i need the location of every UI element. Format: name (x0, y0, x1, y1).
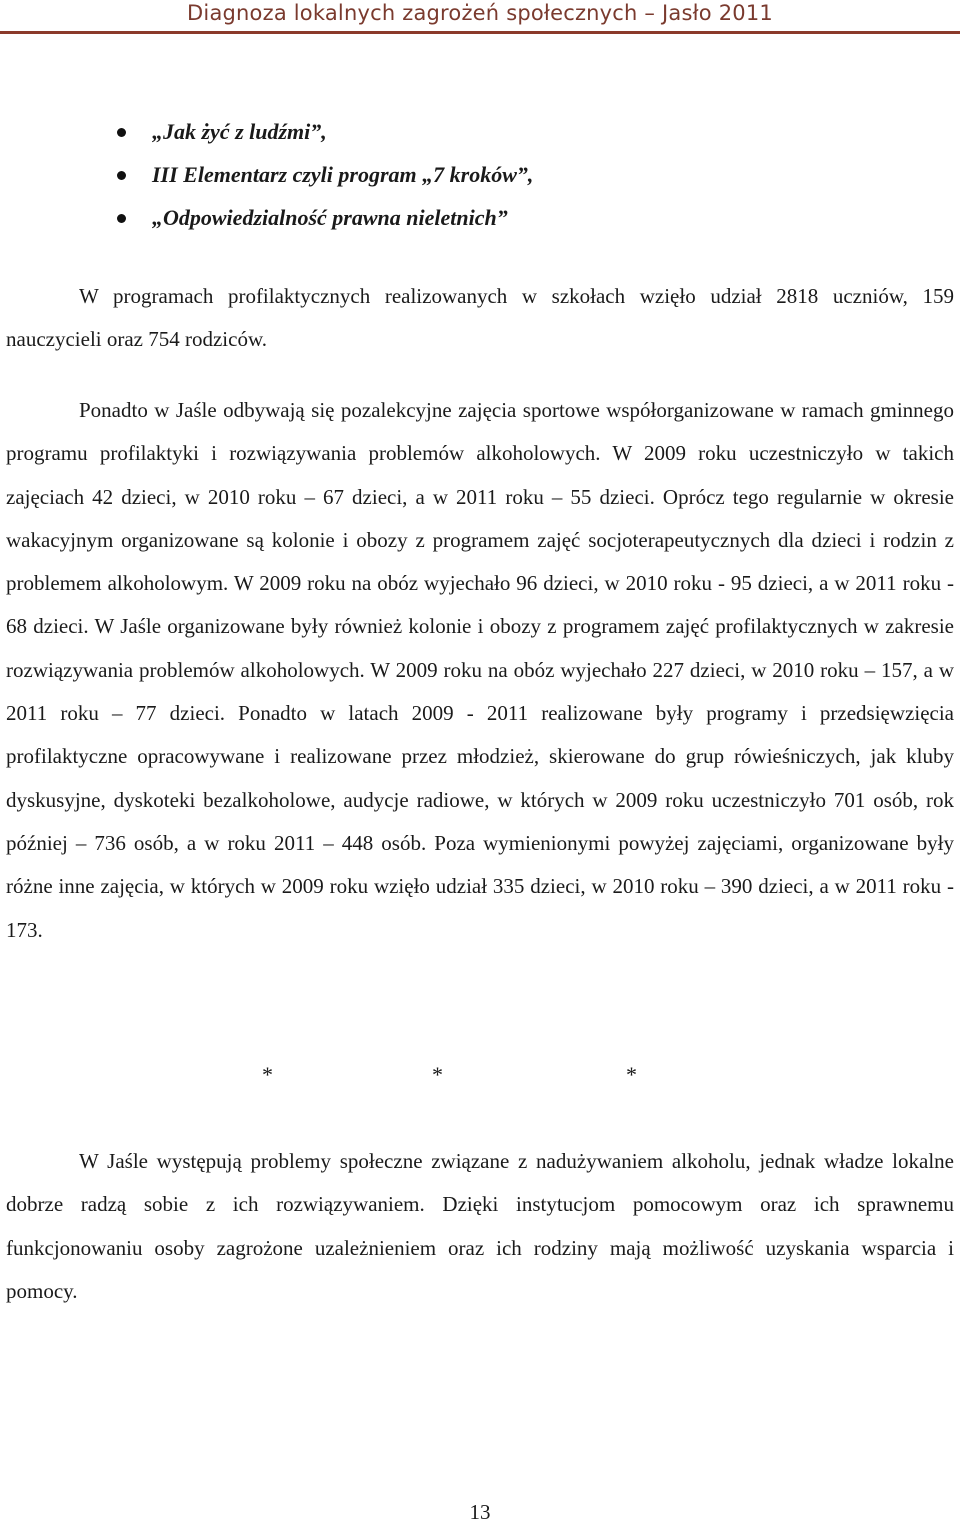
list-item (0, 157, 960, 200)
list-item (0, 200, 960, 243)
list-item-text: III Elementarz czyli program „7 kroków”, (152, 162, 534, 187)
asterisk: * (432, 1062, 443, 1087)
bullet-icon (117, 171, 126, 180)
list-item (0, 114, 960, 157)
running-header: Diagnoza lokalnych zagrożeń społecznych – Jasło 2011 (187, 1, 773, 25)
asterisk: * (262, 1062, 273, 1087)
list-item-text: „Odpowiedzialność prawna nieletnich” (152, 205, 508, 230)
page-number: 13 (469, 1500, 491, 1524)
program-list (0, 114, 960, 243)
asterisk: * (626, 1062, 637, 1087)
header-rule (0, 31, 960, 34)
paragraph-conclusion: W Jaśle występują problemy społeczne związane z nadużywaniem alkoholu, jednak władze lokalne dobrze radzą sobie z ich rozwiązywaniem. Dzięki instytucjom pomocowym oraz ich sprawnemu funkcjonowaniu osoby zagrożone uzależnieniem oraz ich rodziny mają możliwość uzyskania wsparcia i pomocy. (6, 1149, 954, 1303)
paragraph-participants: W programach profilaktycznych realizowanych w szkołach wzięło udział 2818 uczniów, 159 nauczycieli oraz 754 rodziców. (6, 284, 954, 352)
bullet-icon (117, 214, 126, 223)
bullet-icon (117, 128, 126, 137)
section-separator (0, 1062, 960, 1102)
paragraph-activities: Ponadto w Jaśle odbywają się pozalekcyjne zajęcia sportowe współorganizowane w ramach gminnego programu profilaktyki i rozwiązywania problemów alkoholowych. W 2009 roku uczestniczyło w takich zajęciach 42 dzieci, w 2010 roku – 67 dzieci, a w 2011 roku – 55 dzieci. Oprócz tego regularnie w okresie wakacyjnym organizowane są kolonie i obozy z programem zajęć socjoterapeutycznych dla dzieci i rodzin z problemem alkoholowym. W 2009 roku na obóz wyjechało 96 dzieci, w 2010 roku - 95 dzieci, a w 2011 roku - 68 dzieci. W Jaśle organizowane były również kolonie i obozy z programem zajęć profilaktycznych w zakresie rozwiązywania problemów alkoholowych. W 2009 roku na obóz wyjechało 227 dzieci, w 2010 roku – 157, a w 2011 roku – 77 dzieci. Ponadto w latach 2009 - 2011 realizowane były programy i przedsięwzięcia profilaktyczne opracowywane i realizowane przez młodzież, skierowane do grup rówieśniczych, jak kluby dyskusyjne, dyskoteki bezalkoholowe, audycje radiowe, w których w 2009 roku uczestniczyło 701 osób, rok później – 736 osób, a w roku 2011 – 448 osób. Poza wymienionymi powyżej zajęciami, organizowane były różne inne zajęcia, w których w 2009 roku wzięło udział 335 dzieci, w 2010 roku – 390 dzieci, a w 2011 roku - 173. (6, 398, 954, 942)
list-item-text: „Jak żyć z ludźmi”, (152, 119, 327, 144)
